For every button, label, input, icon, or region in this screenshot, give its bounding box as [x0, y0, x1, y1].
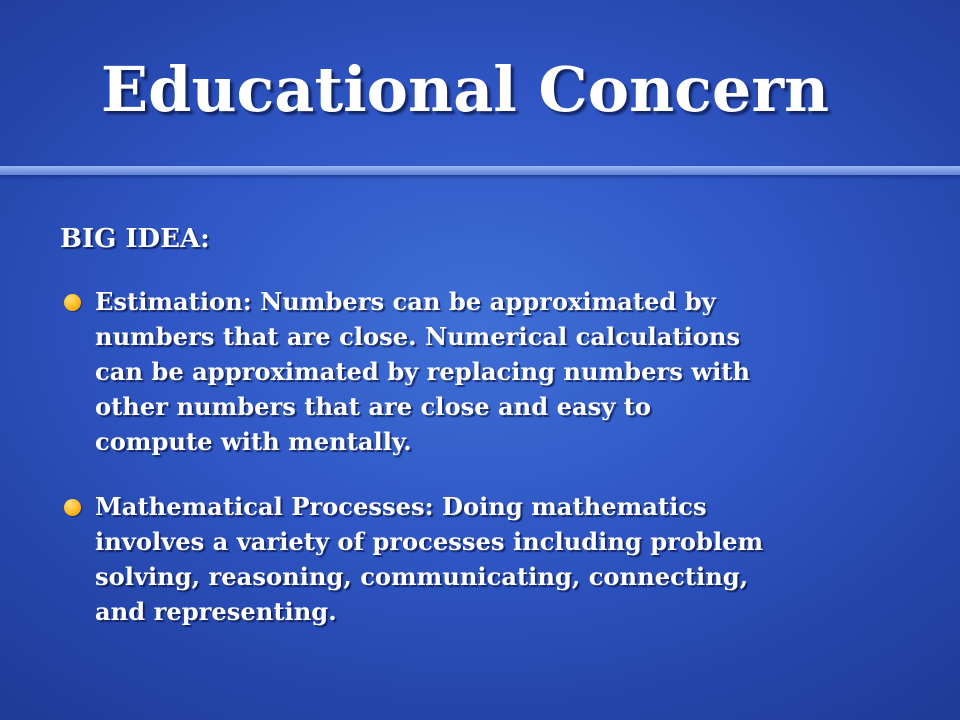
bullet-text: Estimation: Numbers can be approximated by numbers that are close. Numerical calculations can be approximated by replacing numbers with other numbers that are close and easy to compute with mentally.: [95, 287, 751, 456]
bullet-dot-icon: [64, 294, 81, 311]
slide-title: Educational Concern: [100, 53, 830, 126]
bullet-dot-icon: [64, 499, 81, 516]
bullet-list: [60, 284, 920, 659]
bullet-item-mathematical-processes: [60, 489, 920, 629]
title-divider: [0, 166, 960, 175]
big-idea-heading: BIG IDEA:: [60, 224, 210, 254]
bullet-item-estimation: [60, 284, 920, 459]
bullet-text: Mathematical Processes: Doing mathematics involves a variety of processes including problem solving, reasoning, communicating, connecting, and representing.: [95, 492, 764, 626]
